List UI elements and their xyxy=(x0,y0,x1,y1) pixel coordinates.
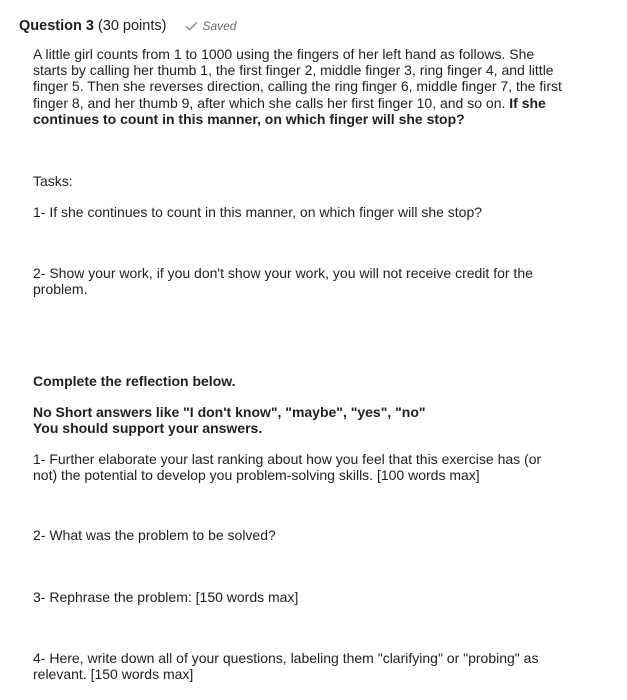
reflection-heading: Complete the reflection below. xyxy=(33,373,236,389)
saved-label: Saved xyxy=(202,19,237,33)
reflection-instruction-2: You should support your answers. xyxy=(33,420,263,436)
reflection-item-3: 3- Rephrase the problem: [150 words max] xyxy=(33,589,299,605)
question-points: (30 points) xyxy=(97,18,167,34)
task-item-1: 1- If she continues to count in this manner, on which finger will she stop? xyxy=(33,204,483,220)
task-item-2: 2- Show your work, if you don't show your work, you will not receive credit for the problem. xyxy=(33,265,533,298)
tasks-heading: Tasks: xyxy=(33,173,73,189)
check-icon xyxy=(185,21,198,31)
prompt-bold-text: If she continues to count in this manner, on which finger will she stop? xyxy=(33,94,546,127)
reflection-item-2: 2- What was the problem to be solved? xyxy=(33,527,276,543)
reflection-instruction-1: No Short answers like "I don't know", "maybe", "yes", "no" xyxy=(33,404,426,420)
question-prompt xyxy=(33,46,563,127)
question-title: Question 3 xyxy=(19,18,94,34)
question-header xyxy=(19,16,236,36)
reflection-item-4: 4- Here, write down all of your questions, labeling them "clarifying" or "probing" as relevant. [150 words max] xyxy=(33,650,539,683)
prompt-text: A little girl counts from 1 to 1000 using the fingers of her left hand as follows. She starts by calling her thumb 1, the first finger 2, middle finger 3, ring finger 4, and little finger 5. Then she reverses direction, calling the ring finger 6, middle finger 7, the first finger 8, and her thumb 9, after which she calls her first finger 10, and so on. xyxy=(33,46,562,111)
reflection-item-1: 1- Further elaborate your last ranking about how you feel that this exercise has (or not) the potential to develop you problem-solving skills. [100 words max] xyxy=(33,451,542,484)
saved-status xyxy=(185,19,236,33)
